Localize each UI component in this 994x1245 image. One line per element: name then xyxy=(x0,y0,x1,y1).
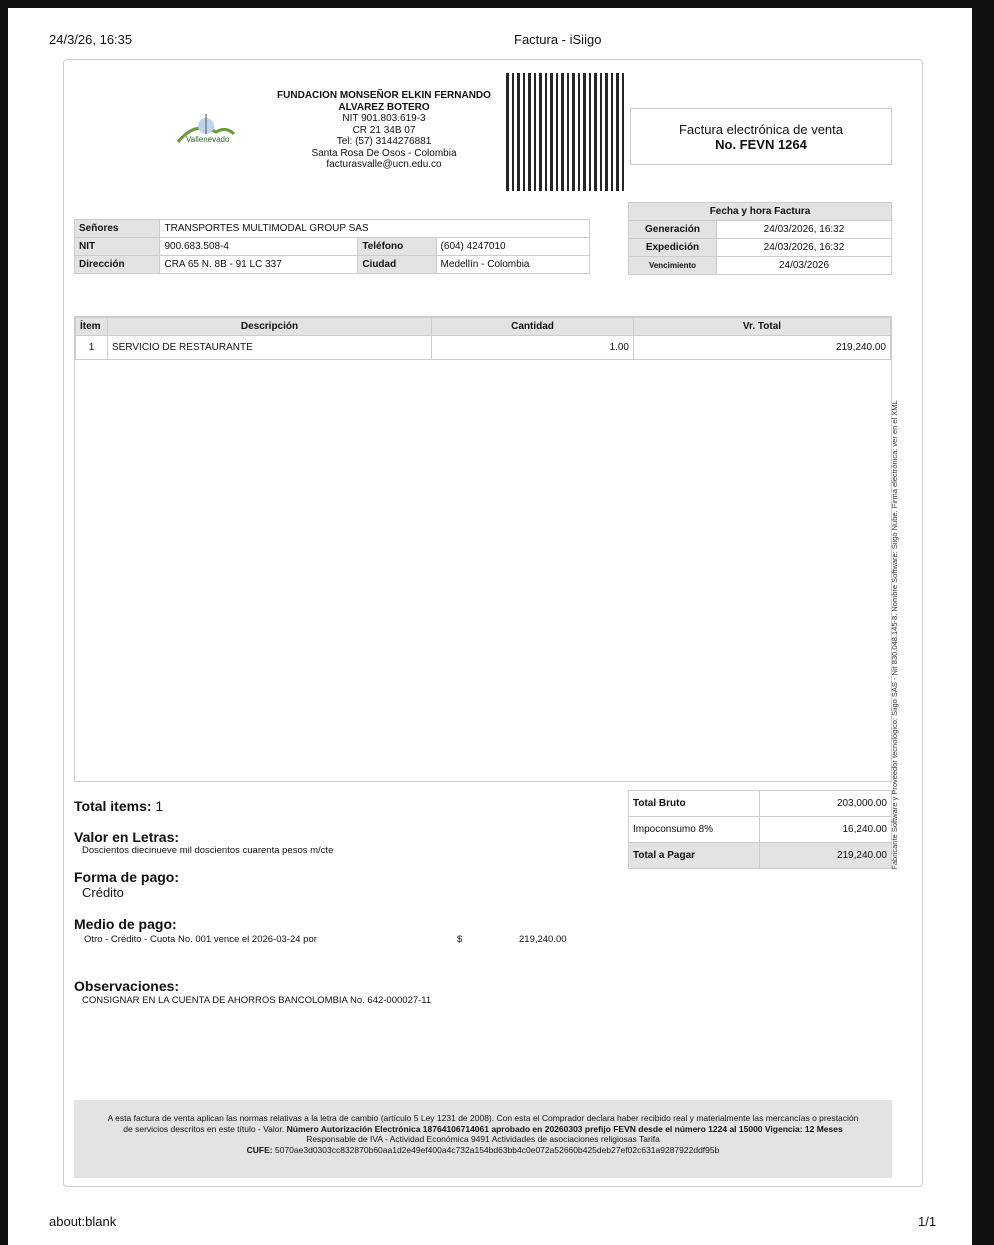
svg-text:Vallenevado: Vallenevado xyxy=(186,135,230,144)
print-page-number: 1/1 xyxy=(918,1214,937,1229)
payment-method: Otro - Crédito - Cuota No. 001 vence el 2026-03-24 por xyxy=(84,934,317,945)
label: Total a Pagar xyxy=(629,843,760,869)
client-table xyxy=(74,219,590,274)
invoice-type: Factura electrónica de venta xyxy=(678,122,844,137)
label: NIT xyxy=(75,238,160,256)
col-header: Ítem xyxy=(76,318,108,336)
col-header: Vr. Total xyxy=(634,318,891,336)
label: Total items: xyxy=(74,798,152,814)
company-city: Santa Rosa De Osos - Colombia xyxy=(311,147,457,159)
client-address: CRA 65 N. 8B - 91 LC 337 xyxy=(160,256,358,274)
payment-amount: 219,240.00 xyxy=(519,934,567,945)
label: Observaciones: xyxy=(74,978,180,994)
label: Señores xyxy=(75,220,160,238)
invoice-document xyxy=(63,59,923,1187)
total-to-pay: 219,240.00 xyxy=(760,843,892,869)
item-number: 1 xyxy=(76,336,108,360)
col-header: Cantidad xyxy=(432,318,634,336)
generation-date: 24/03/2026, 16:32 xyxy=(717,221,892,239)
client-name: TRANSPORTES MULTIMODAL GROUP SAS xyxy=(160,220,590,238)
totals-table xyxy=(628,790,892,869)
company-address: CR 21 34B 07 xyxy=(352,124,416,136)
item-total: 219,240.00 xyxy=(634,336,891,360)
print-url: about:blank xyxy=(49,1214,117,1229)
label: Expedición xyxy=(629,239,717,257)
label: Medio de pago: xyxy=(74,916,177,932)
due-date: 24/03/2026 xyxy=(717,257,892,275)
company-nit: NIT 901.803.619-3 xyxy=(342,113,426,124)
company-name: FUNDACION MONSEÑOR ELKIN FERNANDO ALVAREZ BOTERO xyxy=(277,90,491,113)
label: Teléfono xyxy=(358,238,436,256)
company-email: facturasvalle@ucn.edu.co xyxy=(326,159,442,170)
consumption-tax: 16,240.00 xyxy=(760,817,892,843)
company-info xyxy=(264,90,504,171)
qr-code xyxy=(506,73,626,191)
item-description: SERVICIO DE RESTAURANTE xyxy=(108,336,432,360)
observations: CONSIGNAR EN LA CUENTA DE AHORROS BANCOLOMBIA No. 642-000027-11 xyxy=(82,995,432,1006)
total-items: 1 xyxy=(155,798,164,814)
label: Total Bruto xyxy=(629,791,760,817)
software-provider-note: Fabricante Software y Proveedor tecnológico: Siigo SAS - Nit 830.048.145-8. Nombre Software: Siigo Nube. Firma electrónica: ver en el XML xyxy=(890,400,899,870)
col-header: Descripción xyxy=(108,318,432,336)
issue-date: 24/03/2026, 16:32 xyxy=(717,239,892,257)
label: CUFE: xyxy=(246,1144,273,1155)
label: Generación xyxy=(629,221,717,239)
legal-footer xyxy=(74,1100,892,1178)
client-nit: 900.683.508-4 xyxy=(160,238,358,256)
label: Vencimiento xyxy=(629,257,717,275)
item-quantity: 1.00 xyxy=(432,336,634,360)
payment-form: Crédito xyxy=(82,885,124,900)
amount-in-words: Doscientos diecinueve mil doscientos cuarenta pesos m/cte xyxy=(82,845,334,856)
currency-symbol: $ xyxy=(457,934,463,945)
items-table-box xyxy=(74,316,892,782)
company-phone: Tel: (57) 3144276881 xyxy=(336,136,432,147)
cufe-code: 5070ae3d0303cc832870b60aa1d2e49ef400a4c732a154bd63bb4c0e072a52660b425deb27ef02c631a9287922ddf95b xyxy=(275,1144,720,1155)
tax-responsibility: Responsable de IVA - Actividad Económica 9491 Actividades de asociaciones religiosas Tarifa xyxy=(306,1134,660,1144)
table-row xyxy=(76,336,891,360)
label: Ciudad xyxy=(358,256,436,274)
gross-total: 203,000.00 xyxy=(760,791,892,817)
invoice-number: No. FEVN 1264 xyxy=(715,137,807,152)
client-city: Medellín - Colombia xyxy=(436,256,589,274)
label: Forma de pago: xyxy=(74,869,180,885)
label: Impoconsumo 8% xyxy=(629,817,760,843)
items-table xyxy=(75,317,891,360)
legal-text: A esta factura de venta aplican las normas relativas a la letra de cambio (artículo 5 Ley 1231 de 2008). Con esta el Comprador declara haber recibido real y materialmente las mercancías o prestación de servicios descritos en este título - Valor. xyxy=(107,1113,859,1134)
label: Dirección xyxy=(75,256,160,274)
print-title: Factura - iSiigo xyxy=(514,32,602,47)
company-logo xyxy=(176,112,236,152)
print-page xyxy=(8,8,972,1245)
date-table-title: Fecha y hora Factura xyxy=(629,203,892,221)
invoice-title-box xyxy=(630,108,892,165)
label: Valor en Letras: xyxy=(74,829,180,845)
authorization-text: Número Autorización Electrónica 18764106714061 aprobado en 20260303 prefijo FEVN desde el número 1224 al 15000 Vigencia: 12 Meses xyxy=(286,1123,843,1134)
date-table xyxy=(628,202,892,275)
client-phone: (604) 4247010 xyxy=(436,238,589,256)
print-datetime: 24/3/26, 16:35 xyxy=(49,32,133,47)
